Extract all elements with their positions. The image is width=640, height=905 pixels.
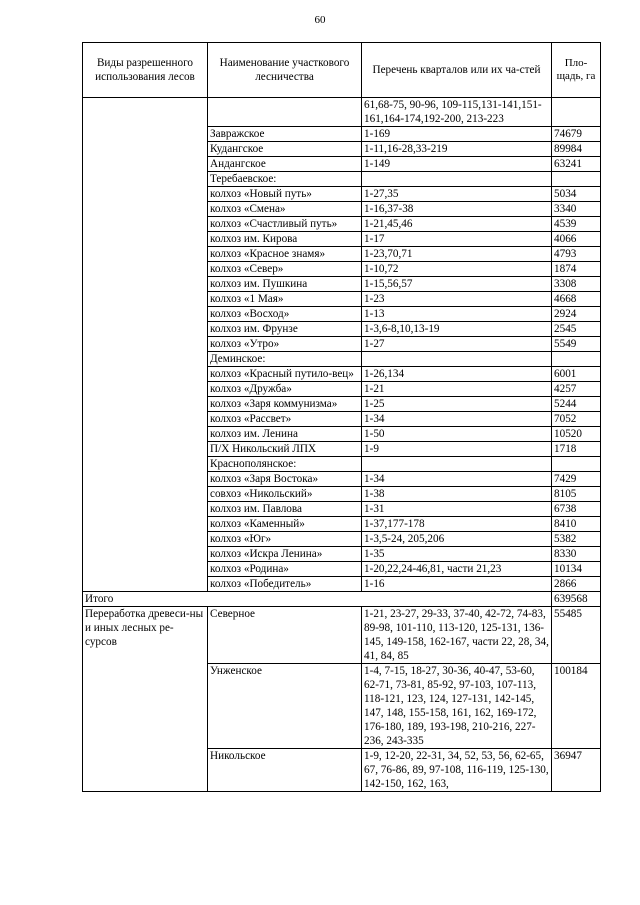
area-cell: 100184 bbox=[552, 664, 601, 749]
area-cell: 4793 bbox=[552, 247, 601, 262]
forest-use-table bbox=[82, 42, 601, 792]
page-number: 60 bbox=[314, 14, 326, 26]
forestry-cell: Андангское bbox=[208, 157, 362, 172]
area-cell: 8105 bbox=[552, 487, 601, 502]
area-cell bbox=[552, 172, 601, 187]
area-cell: 5244 bbox=[552, 397, 601, 412]
quarters-cell: 1-31 bbox=[362, 502, 552, 517]
quarters-cell bbox=[362, 457, 552, 472]
area-cell: 89984 bbox=[552, 142, 601, 157]
area-cell bbox=[552, 98, 601, 127]
quarters-cell: 1-35 bbox=[362, 547, 552, 562]
area-cell: 5382 bbox=[552, 532, 601, 547]
quarters-cell: 1-16,37-38 bbox=[362, 202, 552, 217]
quarters-cell bbox=[362, 352, 552, 367]
group-heading: Деминское: bbox=[208, 352, 362, 367]
table-row bbox=[83, 98, 601, 127]
area-cell: 4257 bbox=[552, 382, 601, 397]
total-label: Итого bbox=[83, 592, 552, 607]
area-cell: 74679 bbox=[552, 127, 601, 142]
quarters-cell: 1-16 bbox=[362, 577, 552, 592]
area-cell: 5034 bbox=[552, 187, 601, 202]
quarters-cell: 1-23 bbox=[362, 292, 552, 307]
quarters-cell: 1-10,72 bbox=[362, 262, 552, 277]
forestry-cell bbox=[208, 98, 362, 127]
forestry-cell: Кудангское bbox=[208, 142, 362, 157]
area-cell: 63241 bbox=[552, 157, 601, 172]
area-cell: 36947 bbox=[552, 749, 601, 792]
area-cell: 10520 bbox=[552, 427, 601, 442]
total-area: 639568 bbox=[552, 592, 601, 607]
quarters-cell: 1-169 bbox=[362, 127, 552, 142]
forestry-cell: колхоз «Север» bbox=[208, 262, 362, 277]
area-cell: 2924 bbox=[552, 307, 601, 322]
quarters-cell: 1-34 bbox=[362, 412, 552, 427]
quarters-cell: 1-15,56,57 bbox=[362, 277, 552, 292]
table-header-row bbox=[83, 43, 601, 98]
forestry-cell: Унженское bbox=[208, 664, 362, 749]
quarters-cell: 1-23,70,71 bbox=[362, 247, 552, 262]
header-quarters: Перечень кварталов или их ча-стей bbox=[362, 43, 552, 98]
header-area: Пло-щадь, га bbox=[552, 43, 601, 98]
quarters-cell: 61,68-75, 90-96, 109-115,131-141,151-161,164-174,192-200, 213-223 bbox=[362, 98, 552, 127]
forestry-cell: колхоз «Заря Востока» bbox=[208, 472, 362, 487]
quarters-cell: 1-21 bbox=[362, 382, 552, 397]
forestry-cell: колхоз «Рассвет» bbox=[208, 412, 362, 427]
forestry-cell: колхоз «Утро» bbox=[208, 337, 362, 352]
forestry-cell: колхоз им. Павлова bbox=[208, 502, 362, 517]
area-cell: 4539 bbox=[552, 217, 601, 232]
forestry-cell: колхоз им. Ленина bbox=[208, 427, 362, 442]
header-use-type: Виды разрешенного использования лесов bbox=[83, 43, 208, 98]
forestry-cell: колхоз «1 Мая» bbox=[208, 292, 362, 307]
area-cell: 7429 bbox=[552, 472, 601, 487]
group-heading: Краснополянское: bbox=[208, 457, 362, 472]
quarters-cell: 1-3,6-8,10,13-19 bbox=[362, 322, 552, 337]
quarters-cell bbox=[362, 172, 552, 187]
table-body bbox=[83, 98, 601, 792]
use-type-cell: Переработка древеси-ны и иных лесных ре-сурсов bbox=[83, 607, 208, 792]
area-cell: 1874 bbox=[552, 262, 601, 277]
forestry-cell: колхоз «Красный путило-вец» bbox=[208, 367, 362, 382]
quarters-cell: 1-4, 7-15, 18-27, 30-36, 40-47, 53-60, 62-71, 73-81, 85-92, 97-103, 107-113, 118-121, 123, 124, 127-131, 142-145, 147, 148, 155-158, 161, 162, 169-172, 176-180, 189, 193-198, 210-216, 227-236, 243-335 bbox=[362, 664, 552, 749]
header-forestry: Наименование участкового лесничества bbox=[208, 43, 362, 98]
forestry-cell: П/Х Никольский ЛПХ bbox=[208, 442, 362, 457]
area-cell: 2545 bbox=[552, 322, 601, 337]
quarters-cell: 1-11,16-28,33-219 bbox=[362, 142, 552, 157]
quarters-cell: 1-34 bbox=[362, 472, 552, 487]
quarters-cell: 1-9 bbox=[362, 442, 552, 457]
forestry-cell: колхоз «Красное знамя» bbox=[208, 247, 362, 262]
forestry-cell: колхоз «Победитель» bbox=[208, 577, 362, 592]
quarters-cell: 1-149 bbox=[362, 157, 552, 172]
quarters-cell: 1-20,22,24-46,81, части 21,23 bbox=[362, 562, 552, 577]
area-cell: 2866 bbox=[552, 577, 601, 592]
area-cell: 8410 bbox=[552, 517, 601, 532]
forestry-cell: колхоз им. Кирова bbox=[208, 232, 362, 247]
forestry-cell: Никольское bbox=[208, 749, 362, 792]
quarters-cell: 1-13 bbox=[362, 307, 552, 322]
table-row bbox=[83, 592, 601, 607]
quarters-cell: 1-17 bbox=[362, 232, 552, 247]
area-cell bbox=[552, 457, 601, 472]
area-cell: 5549 bbox=[552, 337, 601, 352]
forestry-cell: колхоз «Искра Ленина» bbox=[208, 547, 362, 562]
forestry-cell: колхоз им. Фрунзе bbox=[208, 322, 362, 337]
area-cell: 3340 bbox=[552, 202, 601, 217]
forestry-cell: колхоз «Каменный» bbox=[208, 517, 362, 532]
quarters-cell: 1-9, 12-20, 22-31, 34, 52, 53, 56, 62-65, 67, 76-86, 89, 97-108, 116-119, 125-130, 142-150, 162, 163, bbox=[362, 749, 552, 792]
forestry-cell: колхоз «Заря коммунизма» bbox=[208, 397, 362, 412]
forestry-cell: колхоз «Дружба» bbox=[208, 382, 362, 397]
quarters-cell: 1-37,177-178 bbox=[362, 517, 552, 532]
quarters-cell: 1-27 bbox=[362, 337, 552, 352]
forestry-cell: Завражское bbox=[208, 127, 362, 142]
forestry-cell: Северное bbox=[208, 607, 362, 664]
forestry-cell: колхоз «Счастливый путь» bbox=[208, 217, 362, 232]
quarters-cell: 1-21,45,46 bbox=[362, 217, 552, 232]
area-cell: 6001 bbox=[552, 367, 601, 382]
area-cell: 4066 bbox=[552, 232, 601, 247]
quarters-cell: 1-21, 23-27, 29-33, 37-40, 42-72, 74-83, 89-98, 101-110, 113-120, 125-131, 136-145, 149-158, 162-167, части 22, 28, 34, 41, 84, 85 bbox=[362, 607, 552, 664]
area-cell: 55485 bbox=[552, 607, 601, 664]
forestry-cell: колхоз «Родина» bbox=[208, 562, 362, 577]
quarters-cell: 1-50 bbox=[362, 427, 552, 442]
forestry-cell: колхоз им. Пушкина bbox=[208, 277, 362, 292]
quarters-cell: 1-3,5-24, 205,206 bbox=[362, 532, 552, 547]
quarters-cell: 1-27,35 bbox=[362, 187, 552, 202]
forestry-cell: колхоз «Восход» bbox=[208, 307, 362, 322]
area-cell: 10134 bbox=[552, 562, 601, 577]
area-cell: 1718 bbox=[552, 442, 601, 457]
area-cell: 7052 bbox=[552, 412, 601, 427]
forestry-cell: совхоз «Никольский» bbox=[208, 487, 362, 502]
table-row bbox=[83, 607, 601, 664]
forestry-cell: колхоз «Новый путь» bbox=[208, 187, 362, 202]
area-cell bbox=[552, 352, 601, 367]
area-cell: 6738 bbox=[552, 502, 601, 517]
use-type-cell bbox=[83, 98, 208, 592]
area-cell: 3308 bbox=[552, 277, 601, 292]
quarters-cell: 1-25 bbox=[362, 397, 552, 412]
quarters-cell: 1-26,134 bbox=[362, 367, 552, 382]
forestry-cell: колхоз «Смена» bbox=[208, 202, 362, 217]
forestry-cell: колхоз «Юг» bbox=[208, 532, 362, 547]
area-cell: 4668 bbox=[552, 292, 601, 307]
area-cell: 8330 bbox=[552, 547, 601, 562]
quarters-cell: 1-38 bbox=[362, 487, 552, 502]
group-heading: Теребаевское: bbox=[208, 172, 362, 187]
